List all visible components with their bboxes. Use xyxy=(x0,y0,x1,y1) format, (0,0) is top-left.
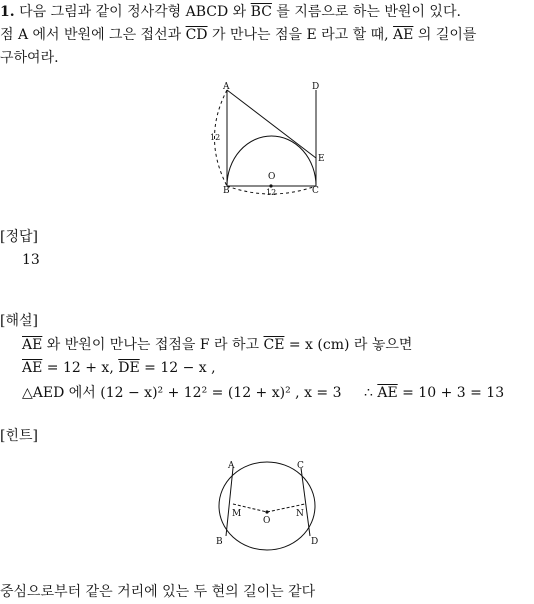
segment-ae: $\overline{AE}$ xyxy=(22,360,43,376)
answer-value: 13 xyxy=(22,252,40,268)
problem-line-2 xyxy=(0,25,476,45)
problem-text: 구하여라. xyxy=(0,50,59,66)
problem-text: 의 길이를 xyxy=(417,27,477,43)
hint-text: 중심으로부터 같은 거리에 있는 두 현의 길이는 같다 xyxy=(0,584,316,600)
problem-text: 점 A 에서 반원에 그은 접선과 xyxy=(0,27,182,43)
problem-number: 1. xyxy=(0,4,15,20)
segment-ae: $\overline{AE}$ xyxy=(393,27,414,43)
segment-bc: $\overline{BC}$ xyxy=(250,4,272,20)
hint-header: [힌트] xyxy=(0,428,38,444)
label-e: E xyxy=(318,154,325,164)
label-m: M xyxy=(232,509,242,519)
solution-text: = x (cm) 라 놓으면 xyxy=(288,337,413,353)
solution-header: [해설] xyxy=(0,313,38,329)
solution-text: = 12 − x , xyxy=(144,360,216,376)
solution-line-3 xyxy=(22,383,504,403)
problem-line-3 xyxy=(0,48,59,68)
segment-ce: $\overline{CE}$ xyxy=(263,337,285,353)
solution-text: = 12 + x, xyxy=(46,360,114,376)
solution-text: 와 반원이 만나는 접점을 F 라 하고 xyxy=(46,337,260,353)
label-d: D xyxy=(312,82,320,92)
segment-cd: $\overline{CD}$ xyxy=(185,27,208,43)
chord-cd xyxy=(301,468,310,536)
label-c: C xyxy=(297,461,304,471)
label-c: C xyxy=(312,186,319,196)
label-n: N xyxy=(296,509,304,519)
solution-equation: △AED 에서 (12 − x)² + 12² = (12 + x)² , x = 3 xyxy=(22,385,342,401)
label-b: B xyxy=(223,186,230,196)
solution-line-1 xyxy=(22,335,412,355)
label-b: B xyxy=(216,537,223,547)
label-a: A xyxy=(223,82,230,92)
square-semicircle-figure xyxy=(200,78,340,196)
problem-text: 를 지름으로 하는 반원이 있다. xyxy=(276,4,461,20)
problem-line-1 xyxy=(0,2,461,22)
solution-result: = 10 + 3 = 13 xyxy=(402,385,505,401)
side-length-label: 12 xyxy=(210,133,221,142)
tangent-ae xyxy=(227,90,316,158)
answer-header: [정답] xyxy=(0,229,38,245)
therefore-symbol: ∴ xyxy=(363,385,373,401)
bottom-length-label: 12 xyxy=(266,188,277,196)
segment-ae: $\overline{AE}$ xyxy=(22,337,43,353)
label-d: D xyxy=(311,537,319,547)
label-a: A xyxy=(228,461,235,471)
segment-de: $\overline{DE}$ xyxy=(118,360,140,376)
problem-text: 다음 그림과 같이 정사각형 ABCD 와 xyxy=(19,4,247,20)
solution-line-2 xyxy=(22,358,216,378)
center-point xyxy=(265,510,268,513)
label-o: O xyxy=(263,516,271,526)
problem-text: 가 만나는 점을 E 라고 할 때, xyxy=(211,27,389,43)
segment-ae: $\overline{AE}$ xyxy=(377,385,398,401)
circle-chords-figure xyxy=(208,456,326,556)
label-o: O xyxy=(268,172,276,182)
circle xyxy=(219,462,315,550)
